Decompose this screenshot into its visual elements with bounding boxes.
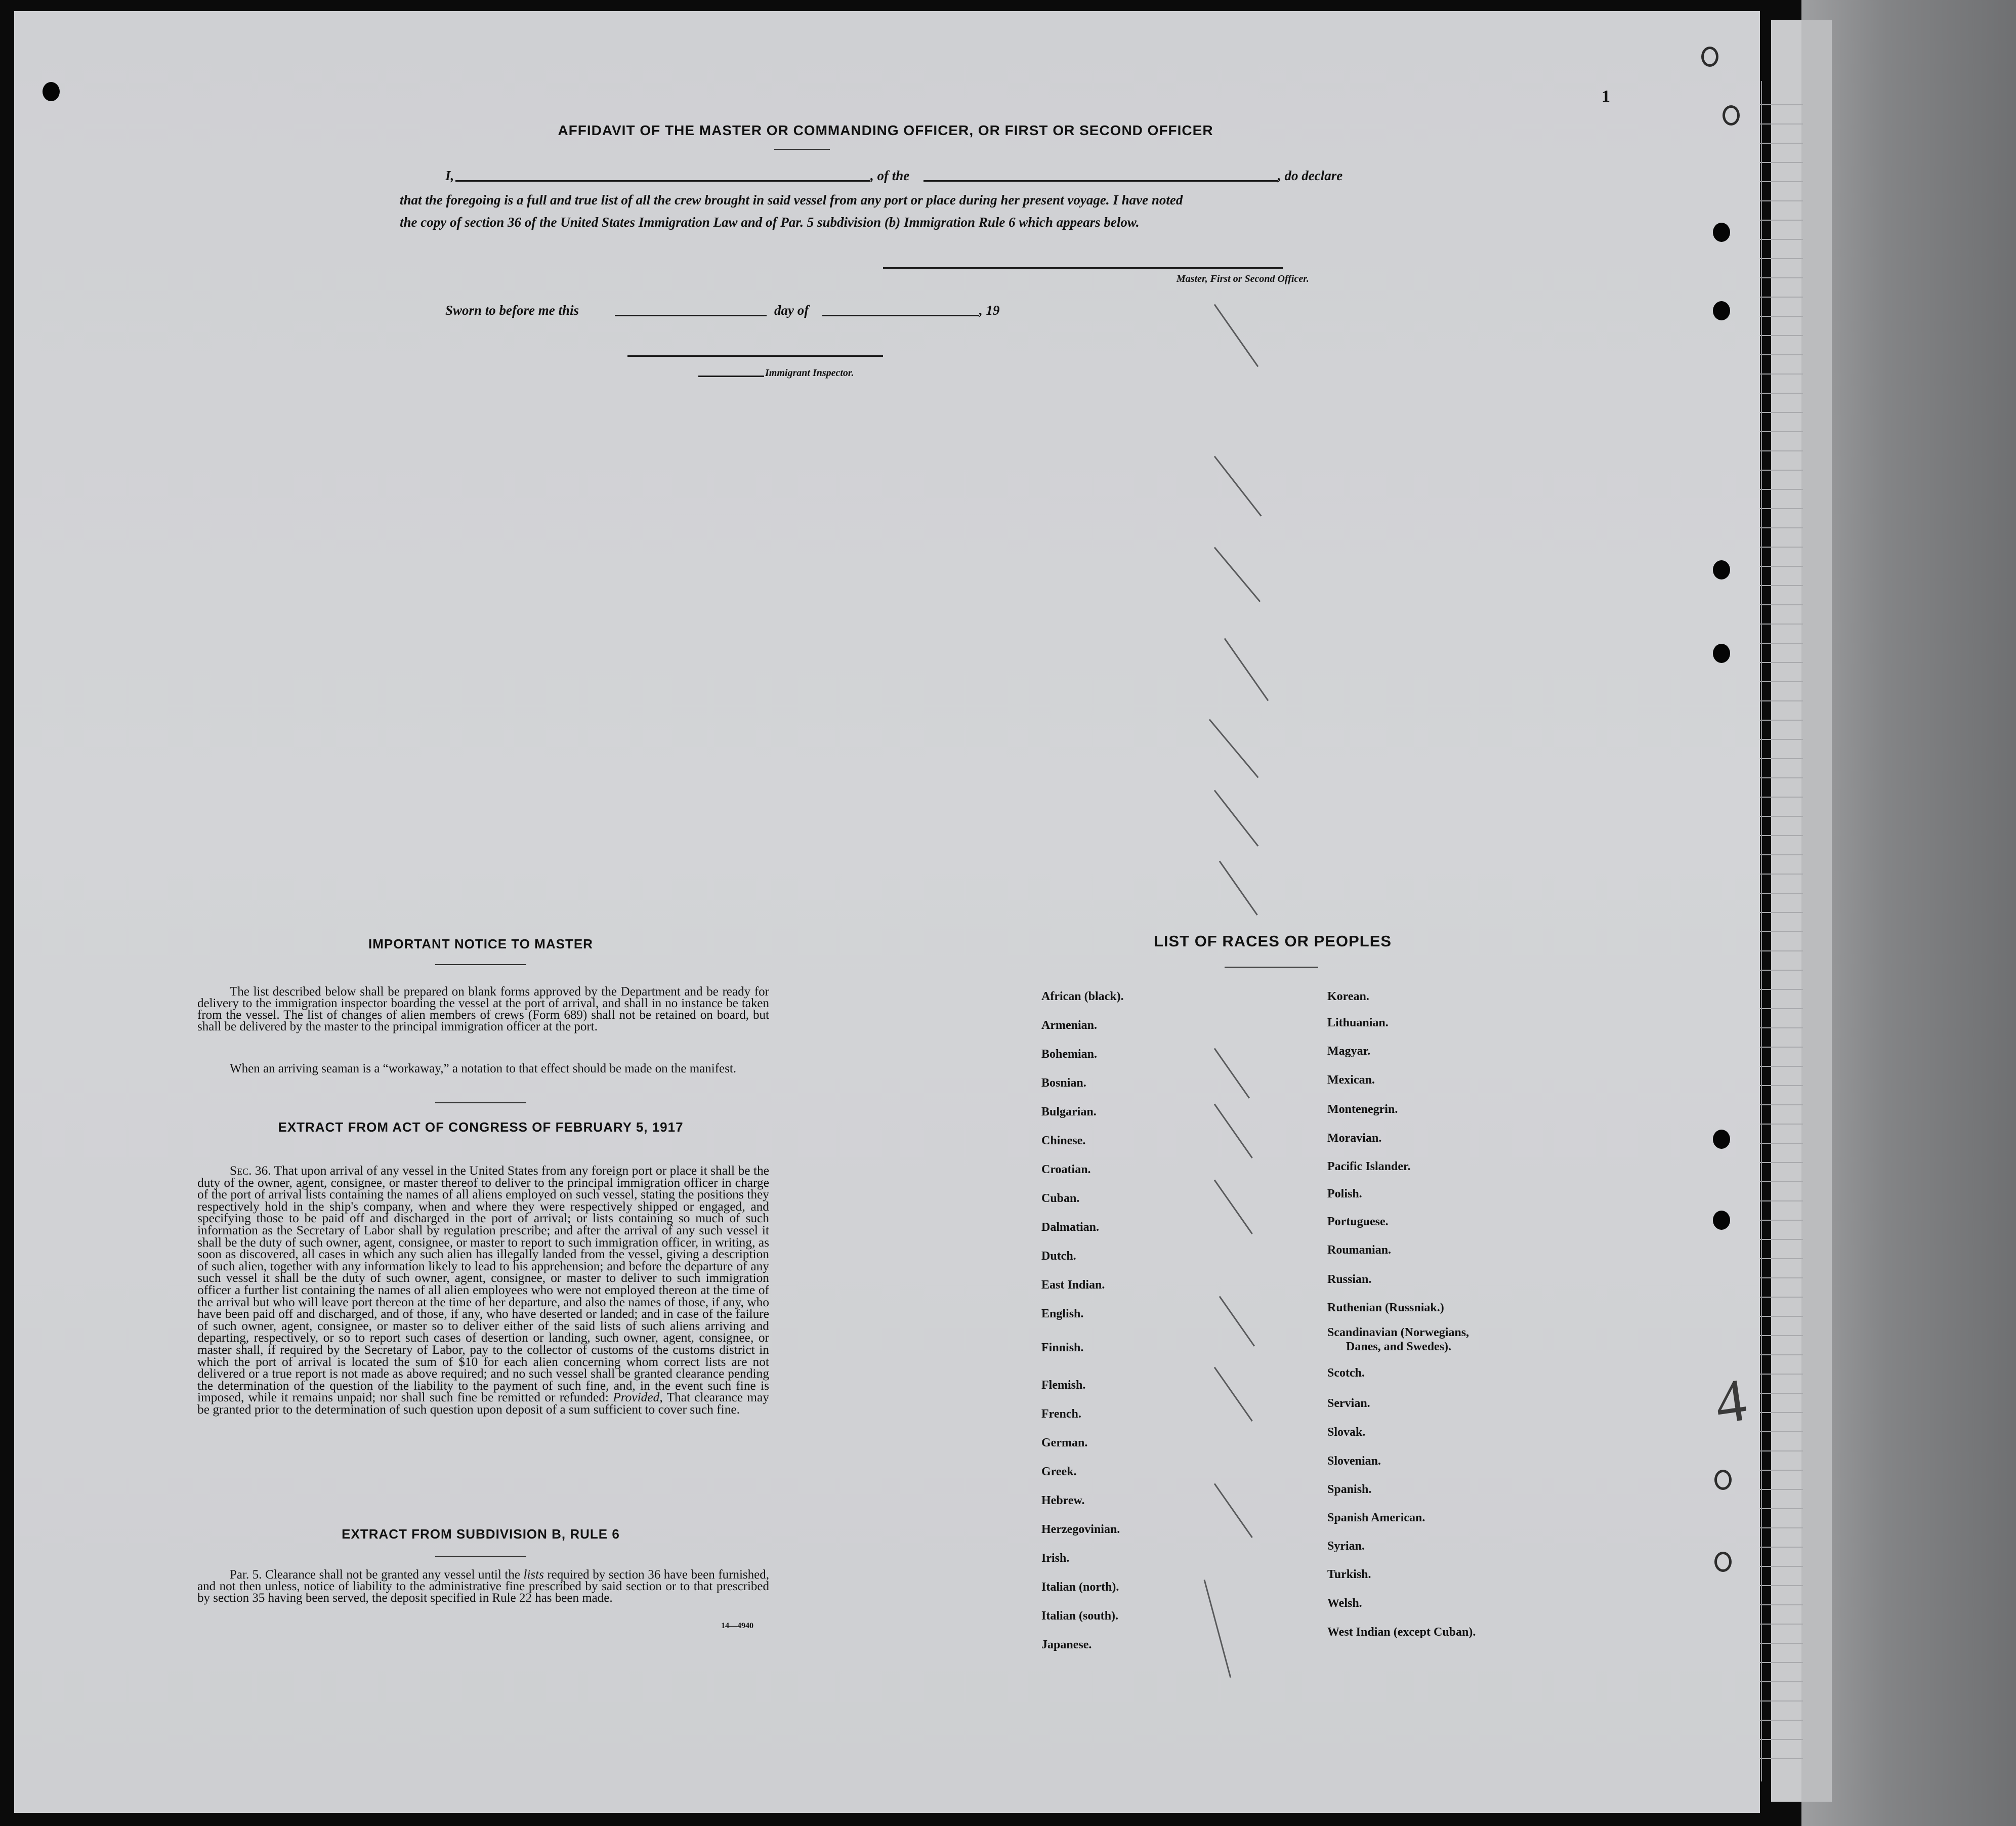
vessel-field-line[interactable] (923, 180, 1278, 182)
race-item: Bulgarian. (1041, 1105, 1097, 1118)
race-item: West Indian (except Cuban). (1327, 1626, 1476, 1639)
sworn-month-line[interactable] (822, 315, 979, 316)
notice-rule (435, 964, 526, 965)
race-item: Herzegovinian. (1041, 1523, 1120, 1536)
punch-hole (1714, 1552, 1732, 1572)
race-item: French. (1041, 1407, 1081, 1421)
form-sheet (14, 11, 1760, 1813)
race-item: Slovak. (1327, 1426, 1366, 1439)
race-item: German. (1041, 1436, 1088, 1449)
race-item: Lithuanian. (1327, 1016, 1389, 1029)
race-item: Bohemian. (1041, 1048, 1098, 1061)
underlying-page-edge (1801, 20, 1832, 1802)
race-item: Turkish. (1327, 1568, 1371, 1581)
race-item: Syrian. (1327, 1540, 1365, 1553)
race-item: Italian (north). (1041, 1581, 1119, 1594)
handwritten-mark: 4 (1710, 1365, 1750, 1437)
affidavit-i: I, (445, 168, 454, 183)
form-number: 14—4940 (721, 1622, 753, 1630)
race-item: African (black). (1041, 990, 1124, 1003)
affidavit-title: AFFIDAVIT OF THE MASTER OR COMMANDING OFFICER, OR FIRST OR SECOND OFFICER (558, 122, 1213, 138)
race-item: Slovenian. (1327, 1455, 1381, 1468)
name-field-line[interactable] (455, 180, 870, 182)
punch-hole (1713, 301, 1730, 320)
race-item: Chinese. (1041, 1134, 1086, 1147)
master-label: Master, First or Second Officer. (1177, 273, 1309, 284)
rule-extract-text (197, 1569, 769, 1604)
race-item: Scandinavian (Norwegians, (1327, 1326, 1469, 1339)
rule-extract-title: EXTRACT FROM SUBDIVISION B, RULE 6 (342, 1526, 620, 1542)
page-edge-line (1761, 81, 1762, 1781)
provided-word: Provided, (613, 1390, 663, 1405)
race-item: Finnish. (1041, 1341, 1084, 1354)
affidavit-para-2: the copy of section 36 of the United States Immigration Law and of Par. 5 subdivision (b) Immigration Rule 6 which appears below. (400, 215, 1140, 230)
affidavit-declare: , do declare (1278, 168, 1343, 183)
punch-hole (1723, 105, 1740, 126)
punch-hole (1714, 1470, 1732, 1490)
affidavit-para-1: that the foregoing is a full and true list of all the crew brought in said vessel from any port or place during her present voyage. I have noted (400, 192, 1183, 208)
race-item: Ruthenian (Russniak.) (1327, 1301, 1444, 1314)
race-item: Montenegrin. (1327, 1103, 1398, 1116)
race-item: Scotch. (1327, 1366, 1365, 1380)
race-item: English. (1041, 1307, 1084, 1320)
punch-hole (1713, 1130, 1730, 1149)
section-label: Sec. 36. (230, 1164, 271, 1178)
race-item: Croatian. (1041, 1163, 1091, 1176)
lists-word: lists (523, 1568, 544, 1582)
notice-paragraph-1: The list described below shall be prepared on blank forms approved by the Department and be ready for delivery to the immigration inspector boarding the vessel at the port of arrival, and shall in no instance be taken from the vessel. The list of changes of alien members of crews (Form 689) shall not be retained on board, but shall be delivered by the master to the principal immigration officer at the port. (197, 985, 769, 1033)
affidavit-of-the: , of the (870, 168, 910, 183)
punch-hole (1713, 644, 1730, 663)
race-item: Italian (south). (1041, 1609, 1119, 1623)
races-title: LIST OF RACES OR PEOPLES (1153, 932, 1392, 950)
punch-hole (1713, 560, 1730, 579)
rule-text-a: Par. 5. Clearance shall not be granted any vessel until the (230, 1568, 520, 1582)
section-36-text: That upon arrival of any vessel in the United States from any foreign port or place it shall be the duty of the owner, agent, consignee, or master thereof to deliver to the principal immigration officer in charge of the port of arrival lists containing the names of all aliens employed on such vessel, stating the positions they respectively hold in the ship's company, when and where they were respectively shipped or engaged, and specifying those to be paid off and discharged in the port of arrival; or lists containing so much of such information as the Secretary of Labor shall by regulation prescribe; and after the arrival of any such vessel it shall be the duty of such owner, agent, consignee, or master to report to such immigration officer, in writing, as soon as discovered, all cases in which any such alien has illegally landed from the vessel, giving a description of such alien, together with any information likely to lead to his apprehension; and before the departure of any such vessel it shall be the duty of such owner, agent, consignee, or master to deliver to such immigration officer a further list containing the names of all alien employees who were not employed thereon at the time of the arrival but who will leave port thereon at the time of her departure, and also the names of those, if any, who have been paid off and discharged, and of those, if any, who have deserted or landed; and in case of the failure of such owner, agent, consignee, or master so to deliver either of the said lists of such aliens arriving and departing, respectively, or so to report such cases of desertion or landing, such owner, agent, consignee, or master shall, if required by the Secretary of Labor, pay to the collector of customs of the customs district in which the port of arrival is located the sum of $10 for each alien concerning whom correct lists are not delivered or a true report is not made as above required; and no such vessel shall be granted clearance pending the determination of the question of the liability to the payment of such fine, and, in the event such fine is imposed, while it remains unpaid; nor shall such fine be remitted or refunded: (197, 1164, 769, 1405)
year-label: , 19 (979, 303, 1000, 318)
race-item: Pacific Islander. (1327, 1160, 1411, 1173)
act-extract-text (197, 1165, 769, 1416)
race-item: Spanish. (1327, 1483, 1372, 1496)
race-item: Korean. (1327, 990, 1369, 1003)
sworn-day-line[interactable] (615, 315, 767, 316)
title-rule (774, 149, 830, 150)
race-item: Roumanian. (1327, 1243, 1392, 1257)
race-item: Polish. (1327, 1187, 1362, 1200)
races-rule (1225, 967, 1318, 968)
punch-hole (1713, 1211, 1730, 1230)
act-extract-title: EXTRACT FROM ACT OF CONGRESS OF FEBRUARY 5, 1917 (278, 1119, 684, 1135)
race-item: Spanish American. (1327, 1511, 1425, 1524)
race-item: Portuguese. (1327, 1215, 1389, 1228)
punch-hole (1713, 223, 1730, 242)
notice-title: IMPORTANT NOTICE TO MASTER (368, 936, 593, 951)
notice-end-rule (435, 1102, 526, 1103)
race-item: Mexican. (1327, 1073, 1375, 1087)
race-item: Moravian. (1327, 1132, 1382, 1145)
race-item: Welsh. (1327, 1597, 1362, 1610)
race-item: Armenian. (1041, 1019, 1097, 1032)
race-item: Bosnian. (1041, 1076, 1086, 1090)
race-item: Japanese. (1041, 1638, 1092, 1651)
race-item: Dutch. (1041, 1250, 1076, 1263)
race-item: Russian. (1327, 1273, 1372, 1286)
race-item: Flemish. (1041, 1379, 1086, 1392)
race-scandinavian-continued: Danes, and Swedes). (1346, 1340, 1452, 1353)
notice-paragraph-2: When an arriving seaman is a “workaway,” a notation to that effect should be made on the manifest. (230, 1062, 737, 1075)
punch-hole (1701, 47, 1718, 67)
race-item: Greek. (1041, 1465, 1077, 1478)
rule-extract-rule (435, 1556, 526, 1557)
sworn-label: Sworn to before me this (445, 303, 579, 318)
scanner-background (1801, 0, 2016, 1826)
section-36-text-end: That clearance may be granted prior to the determination of such question upon deposit of a sum sufficient to cover such fine. (197, 1390, 770, 1417)
race-item: Irish. (1041, 1552, 1070, 1565)
punch-hole (43, 82, 60, 101)
page-number: 1 (1602, 87, 1610, 106)
inspector-signature-line[interactable] (627, 355, 883, 357)
race-item: Magyar. (1327, 1045, 1371, 1058)
race-item: Cuban. (1041, 1192, 1080, 1205)
underlying-page-gridlines (1760, 86, 1803, 1776)
race-item: Hebrew. (1041, 1494, 1085, 1507)
rule-text-b: required by section 36 have been furnished, and not then unless, notice of liability to the administrative fine prescribed by said section or to that prescribed by section 35 having been served, the deposit specified in Rule 22 has been made. (197, 1568, 769, 1605)
race-item: Servian. (1327, 1397, 1370, 1410)
inspector-dash (698, 376, 764, 377)
day-of-label: day of (774, 303, 809, 318)
race-item: East Indian. (1041, 1278, 1105, 1292)
master-signature-line[interactable] (883, 267, 1283, 269)
race-item: Dalmatian. (1041, 1221, 1099, 1234)
inspector-label: Immigrant Inspector. (765, 367, 854, 379)
